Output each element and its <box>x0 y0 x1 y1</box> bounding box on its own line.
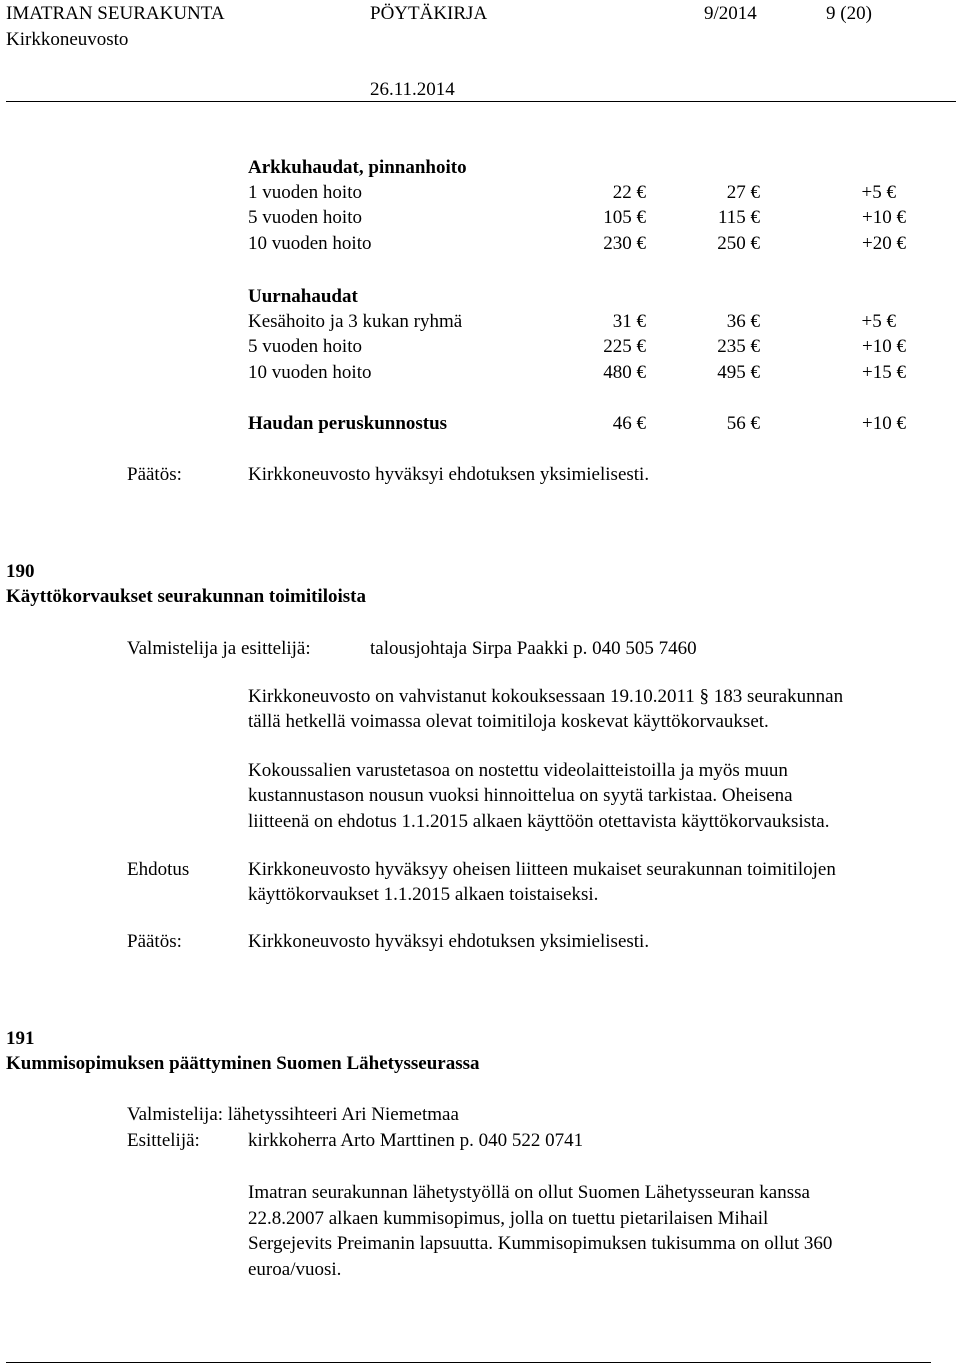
row-new-price: 250 € <box>717 233 760 254</box>
paragraph-line: euroa/vuosi. <box>248 1259 342 1280</box>
row-diff: +10 € <box>862 413 906 434</box>
header-date: 26.11.2014 <box>370 79 455 100</box>
row-label: 10 vuoden hoito <box>248 362 372 383</box>
restoration-label: Haudan peruskunnostus <box>248 413 448 434</box>
row-new-price: 115 € <box>717 207 760 228</box>
section-heading-uurnahaudat: Uurnahaudat <box>248 286 358 307</box>
row-diff: +5 € <box>861 182 896 203</box>
item-number: 191 <box>6 1028 35 1049</box>
row-old-price: 480 € <box>603 362 646 383</box>
row-new-price: 27 € <box>726 182 760 203</box>
row-new-price: 235 € <box>717 336 760 357</box>
row-label: 5 vuoden hoito <box>248 336 362 357</box>
row-old-price: 105 € <box>603 207 646 228</box>
row-new-price: 56 € <box>726 413 760 434</box>
paragraph-line: Kokoussalien varustetasoa on nostettu videolaitteistoilla ja myös muun <box>248 760 788 781</box>
header-doc-number: 9/2014 <box>704 3 757 24</box>
row-new-price: 36 € <box>726 311 760 332</box>
paragraph-line: tällä hetkellä voimassa olevat toimitiloja koskevat käyttökorvaukset. <box>248 711 769 732</box>
row-old-price: 46 € <box>612 413 646 434</box>
row-old-price: 31 € <box>612 311 646 332</box>
item-title: Käyttökorvaukset seurakunnan toimitiloista <box>6 586 366 607</box>
preparer-label: Valmistelija ja esittelijä: <box>127 638 311 659</box>
decision-label: Päätös: <box>127 464 182 485</box>
header-page: 9 (20) <box>826 3 872 24</box>
decision-label: Päätös: <box>127 931 182 952</box>
row-diff: +10 € <box>862 336 906 357</box>
header-body: Kirkkoneuvosto <box>6 29 129 50</box>
paragraph-line: Kirkkoneuvosto on vahvistanut kokouksessaan 19.10.2011 § 183 seurakunnan <box>248 686 844 707</box>
row-diff: +5 € <box>861 311 896 332</box>
presenter-label: Esittelijä: <box>127 1130 200 1151</box>
section-heading-arkkuhaudat: Arkkuhaudat, pinnanhoito <box>248 157 467 178</box>
paragraph-line: Sergejevits Preimanin lapsuutta. Kummisopimuksen tukisumma on ollut 360 <box>248 1233 833 1254</box>
row-diff: +20 € <box>862 233 906 254</box>
item-number: 190 <box>6 561 35 582</box>
row-diff: +15 € <box>862 362 906 383</box>
row-old-price: 225 € <box>603 336 646 357</box>
row-label: 5 vuoden hoito <box>248 207 362 228</box>
row-new-price: 495 € <box>717 362 760 383</box>
footer-rule <box>6 1362 931 1363</box>
decision-text: Kirkkoneuvosto hyväksyi ehdotuksen yksimielisesti. <box>248 931 650 952</box>
row-diff: +10 € <box>862 207 906 228</box>
paragraph-line: liitteenä on ehdotus 1.1.2015 alkaen käyttöön otettavista käyttökorvauksista. <box>248 811 830 832</box>
row-label: Kesähoito ja 3 kukan ryhmä <box>248 311 463 332</box>
row-old-price: 230 € <box>603 233 646 254</box>
header-rule <box>6 101 956 102</box>
header-doc-type: PÖYTÄKIRJA <box>370 3 488 24</box>
decision-text: Kirkkoneuvosto hyväksyi ehdotuksen yksimielisesti. <box>248 464 650 485</box>
proposal-line: käyttökorvaukset 1.1.2015 alkaen toistaiseksi. <box>248 884 599 905</box>
header-org: IMATRAN SEURAKUNTA <box>6 3 225 24</box>
presenter-value: kirkkoherra Arto Marttinen p. 040 522 0741 <box>248 1130 584 1151</box>
preparer-value: talousjohtaja Sirpa Paakki p. 040 505 7460 <box>370 638 697 659</box>
preparer-line: Valmistelija: lähetyssihteeri Ari Niemetmaa <box>127 1104 459 1125</box>
paragraph-line: Imatran seurakunnan lähetystyöllä on ollut Suomen Lähetysseuran kanssa <box>248 1182 810 1203</box>
row-label: 10 vuoden hoito <box>248 233 372 254</box>
row-label: 1 vuoden hoito <box>248 182 362 203</box>
paragraph-line: 22.8.2007 alkaen kummisopimus, jolla on tuettu pietarilaisen Mihail <box>248 1208 769 1229</box>
item-title: Kummisopimuksen päättyminen Suomen Lähetysseurassa <box>6 1053 480 1074</box>
proposal-label: Ehdotus <box>127 859 190 880</box>
paragraph-line: kustannustason nousun vuoksi hinnoittelua on syytä tarkistaa. Oheisena <box>248 785 793 806</box>
proposal-line: Kirkkoneuvosto hyväksyy oheisen liitteen mukaiset seurakunnan toimitilojen <box>248 859 836 880</box>
row-old-price: 22 € <box>612 182 646 203</box>
